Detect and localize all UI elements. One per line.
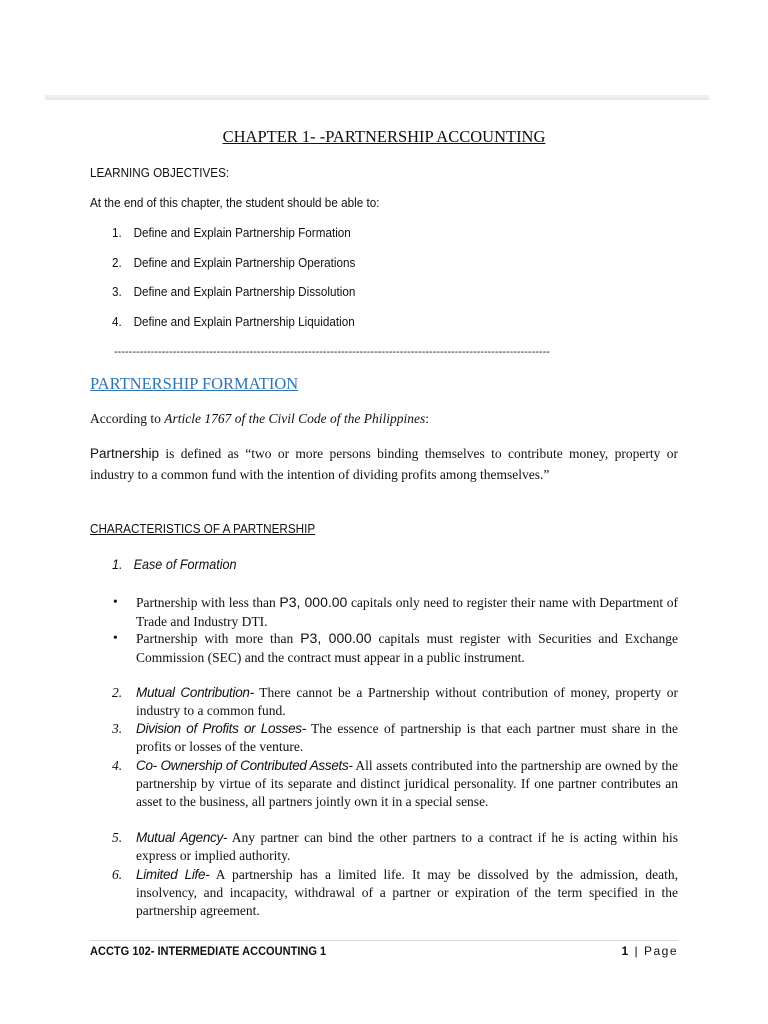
characteristic-number: 2. <box>112 685 123 700</box>
objective-item <box>112 284 355 299</box>
characteristic-number: 3. <box>112 721 123 736</box>
characteristic-term: Limited Life- <box>136 867 210 882</box>
footer-course: ACCTG 102- INTERMEDIATE ACCOUNTING 1 <box>90 944 327 958</box>
according-source: Article 1767 of the Civil Code of the Philippines <box>164 411 426 426</box>
characteristic-term: Mutual Agency- <box>136 830 228 845</box>
objective-number: 2. <box>112 255 122 270</box>
characteristic-term: Co- Ownership of Contributed Assets- <box>136 758 353 773</box>
characteristic-term: Mutual Contribution- <box>136 685 254 700</box>
characteristic-text: Any partner can bind the other partners to a contract if he is acting within his express or implied authority. <box>136 830 678 864</box>
characteristic-number: 4. <box>112 758 123 773</box>
characteristic-number: 1. <box>112 556 123 572</box>
bullet-item <box>113 593 678 631</box>
objective-text: Define and Explain Partnership Dissolution <box>133 284 356 299</box>
characteristic-number: 6. <box>112 867 123 882</box>
page-label: Page <box>643 944 678 958</box>
definition-text: is defined as “two or more persons binding themselves to contribute money, property or industry to a common fund with the intention of dividing profits among themselves.” <box>90 446 678 482</box>
objectives-intro: At the end of this chapter, the student should be able to: <box>90 195 380 210</box>
objective-number: 4. <box>112 314 122 329</box>
objective-item <box>112 255 355 270</box>
bullet-dot-icon: • <box>113 630 118 645</box>
characteristic-item <box>112 757 678 812</box>
characteristic-text: There cannot be a Partnership without contribution of money, property or industry to a common fund. <box>136 685 678 719</box>
bullet-suffix: capitals must register with Securities and Exchange Commission (SEC) and the contract must appear in a public instrument. <box>136 631 678 665</box>
header-rule <box>45 95 709 100</box>
objective-text: Define and Explain Partnership Liquidation <box>133 314 355 329</box>
page-number: 1 <box>621 944 630 958</box>
characteristic-item <box>112 684 678 720</box>
footer-page-number <box>621 944 678 958</box>
footer-rule <box>90 940 678 941</box>
capital-amount: P3, 000.00 <box>279 594 348 610</box>
chapter-title: CHAPTER 1- -PARTNERSHIP ACCOUNTING <box>222 127 546 146</box>
characteristic-item <box>112 829 678 865</box>
bullet-dot-icon: • <box>113 594 118 609</box>
section-heading: PARTNERSHIP FORMATION <box>90 374 299 393</box>
according-suffix: : <box>425 411 429 426</box>
bullet-prefix: Partnership with more than <box>136 631 301 646</box>
bullet-item <box>113 629 678 667</box>
characteristic-item <box>112 866 678 921</box>
characteristics-heading: CHARACTERISTICS OF A PARTNERSHIP <box>90 521 316 536</box>
objective-item <box>112 314 355 329</box>
page-separator: | <box>629 944 644 958</box>
capital-amount: P3, 000.00 <box>300 630 372 646</box>
objective-number: 3. <box>112 284 122 299</box>
according-line <box>90 411 429 427</box>
objective-text: Define and Explain Partnership Formation <box>133 225 351 240</box>
characteristic-ease-of-formation <box>112 556 237 572</box>
bullet-suffix: capitals only need to register their name with Department of Trade and Industry DTI. <box>136 595 678 629</box>
objective-number: 1. <box>112 225 122 240</box>
characteristic-term: Ease of Formation <box>133 556 237 572</box>
learning-objectives-heading: LEARNING OBJECTIVES: <box>90 165 230 180</box>
characteristic-item <box>112 720 678 756</box>
partnership-definition <box>90 443 678 485</box>
characteristic-text: The essence of partnership is that each partner must share in the profits or losses of the venture. <box>136 721 678 755</box>
according-prefix: According to <box>90 411 165 426</box>
objective-text: Define and Explain Partnership Operations <box>133 255 356 270</box>
characteristic-text: A partnership has a limited life. It may be dissolved by the admission, death, insolvency, and incapacity, withdrawal of a partner or expiration of the term specified in the partnership agreement. <box>136 867 678 919</box>
characteristic-number: 5. <box>112 830 123 845</box>
objective-item <box>112 225 351 240</box>
characteristic-term: Division of Profits or Losses- <box>136 721 306 736</box>
bullet-prefix: Partnership with less than <box>136 595 280 610</box>
dashed-separator: ----------------------------------------------------------------------------------------------------------------------- <box>114 346 550 358</box>
definition-term: Partnership <box>90 446 160 461</box>
characteristic-text: All assets contributed into the partnership are owned by the partnership by virtue of its separate and distinct juridical personality. If one partner contributes an asset to the business, all partners jointly own it in a special sense. <box>136 758 678 810</box>
